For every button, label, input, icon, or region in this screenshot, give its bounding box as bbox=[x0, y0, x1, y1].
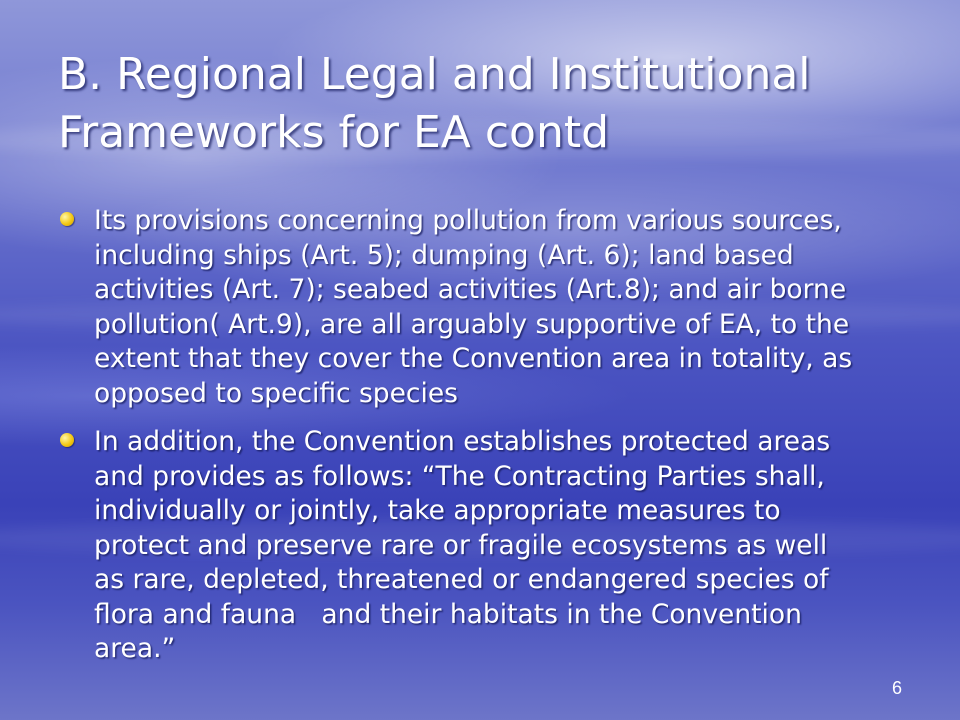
bullet-dot-icon bbox=[60, 433, 74, 447]
bullet-dot-icon bbox=[60, 212, 74, 226]
slide-title-line: B. Regional Legal and Institutional bbox=[58, 49, 811, 100]
bullet-line: Its provisions concerning pollution from various sources, bbox=[94, 205, 842, 236]
bullet-line: pollution( Art.9), are all arguably supportive of EA, to the bbox=[94, 308, 850, 340]
slide-title-line: Frameworks for EA contd bbox=[58, 107, 610, 158]
bullet-text bbox=[94, 425, 918, 667]
bullet-line: and provides as follows: “The Contracting Parties shall, bbox=[94, 460, 825, 492]
bullet-text bbox=[94, 204, 918, 411]
bullet-line: protect and preserve rare or fragile ecosystems as well bbox=[94, 529, 828, 561]
bullet-line: In addition, the Convention establishes protected areas bbox=[94, 426, 831, 457]
bullet-line: flora and fauna and their habitats in the Convention bbox=[94, 598, 802, 630]
bullet-list bbox=[58, 204, 918, 681]
bullet-line: activities (Art. 7); seabed activities (Art.8); and air borne bbox=[94, 274, 847, 305]
bullet-line: individually or jointly, take appropriate measures to bbox=[94, 495, 781, 526]
bullet-line: as rare, depleted, threatened or endangered species of bbox=[94, 564, 829, 595]
bullet-line: area.” bbox=[94, 633, 176, 664]
page-number: 6 bbox=[891, 678, 902, 698]
bullet-line: opposed to specific species bbox=[94, 377, 458, 409]
bullet-line: including ships (Art. 5); dumping (Art. 6); land based bbox=[94, 239, 794, 271]
bullet-item bbox=[58, 204, 918, 411]
slide-title bbox=[58, 46, 918, 162]
bullet-line: extent that they cover the Convention area in totality, as bbox=[94, 343, 853, 374]
bullet-item bbox=[58, 425, 918, 667]
